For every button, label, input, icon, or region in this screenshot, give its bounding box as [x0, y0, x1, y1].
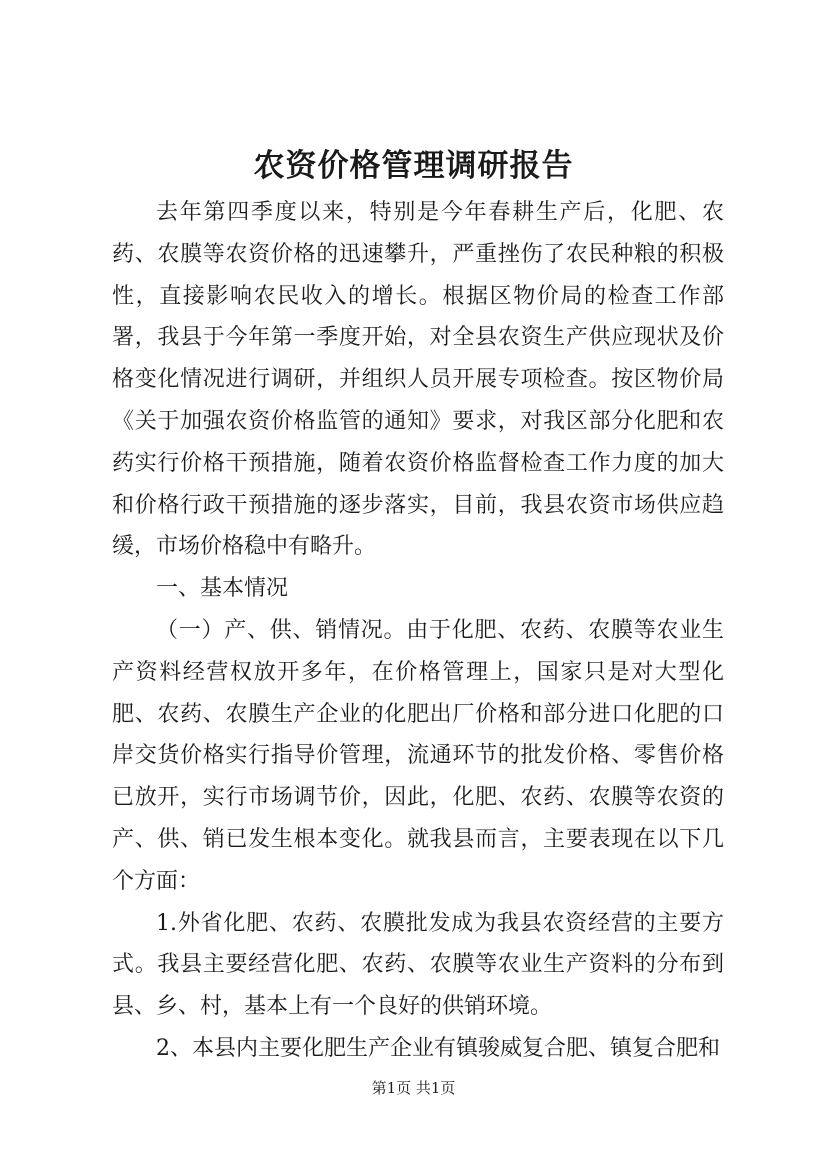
paragraph-item-2: 2、本县内主要化肥生产企业有镇骏威复合肥、镇复合肥和	[156, 1035, 720, 1061]
document-title: 农资价格管理调研报告	[253, 148, 574, 184]
paragraph-intro: 去年第四季度以来，特别是今年春耕生产后，化肥、农药、农膜等农资价格的迅速攀升，严重挫伤了农民种粮的积极性，直接影响农民收入的增长。根据区物价局的检查工作部署，我县于今年第一季度开始，对全县农资生产供应现状及价格变化情况进行调研，并组织人员开展专项检查。按区物价局《关于加强农资价格监管的通知》要求，对我区部分化肥和农药实行价格干预措施，随着农资价格监督检查工作力度的加大和价格行政干预措施的逐步落实，目前，我县农资市场供应趋缓，市场价格稳中有略升。	[112, 200, 724, 560]
document-body	[112, 192, 724, 1070]
paragraph-item-1: 1.外省化肥、农药、农膜批发成为我县农资经营的主要方式。我县主要经营化肥、农药、农膜等农业生产资料的分布到县、乡、村，基本上有一个良好的供销环境。	[112, 910, 724, 1020]
section-heading-basic-situation: 一、基本情况	[156, 576, 289, 602]
page-number-footer: 第1页 共1页	[371, 1079, 456, 1097]
paragraph-production-supply-sales: （一）产、供、销情况。由于化肥、农药、农膜等农业生产资料经营权放开多年，在价格管理上，国家只是对大型化肥、农药、农膜生产企业的化肥出厂价格和部分进口化肥的口岸交货价格实行指导价管理，流通环节的批发价格、零售价格已放开，实行市场调节价，因此，化肥、农药、农膜等农资的产、供、销已发生根本变化。就我县而言，主要表现在以下几个方面：	[112, 617, 724, 894]
